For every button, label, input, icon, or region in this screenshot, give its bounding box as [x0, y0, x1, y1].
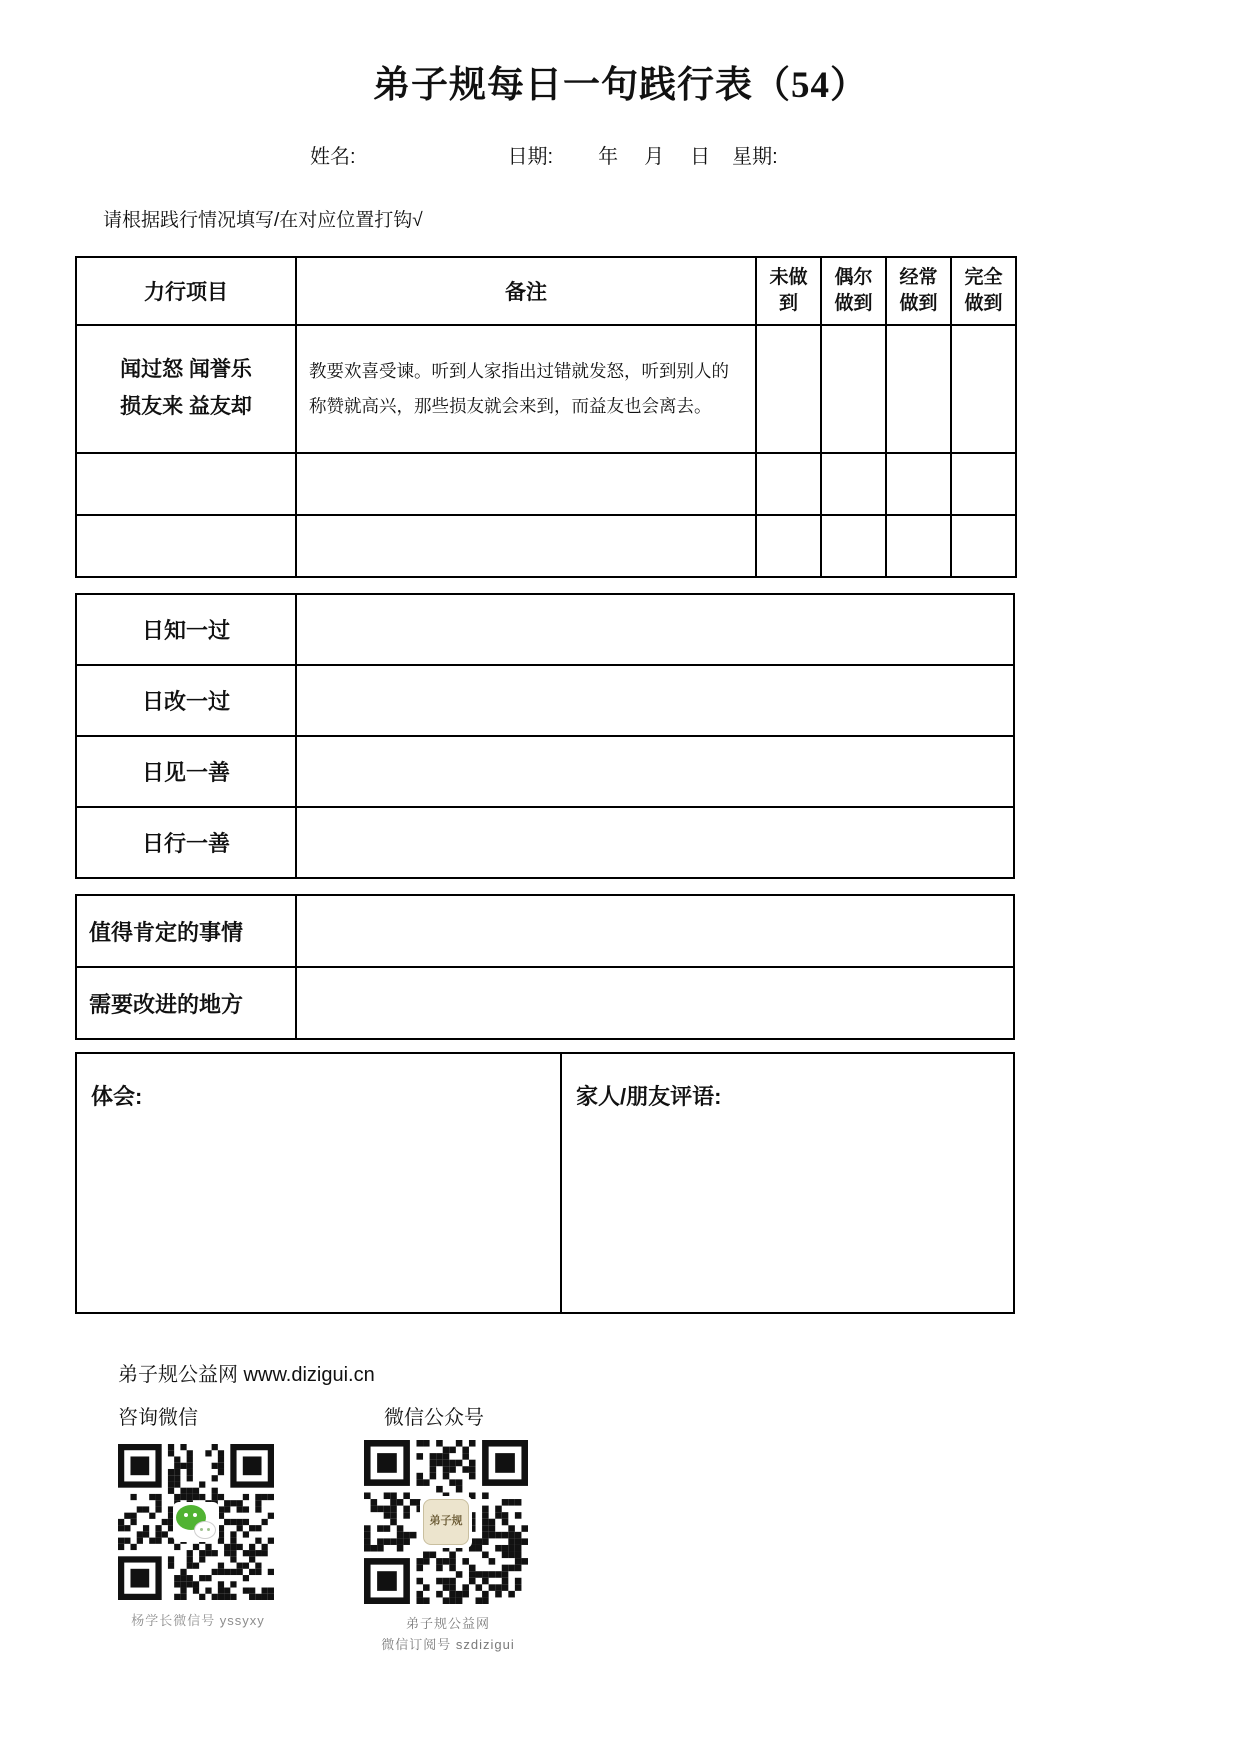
header-level-3 [886, 257, 951, 325]
daily-value-blank[interactable] [296, 594, 1014, 665]
official-account-qr-code [364, 1440, 528, 1604]
practice-row-3 [76, 515, 1016, 577]
dizigui-logo-text: 弟子规 [423, 1499, 469, 1545]
daily-value-blank[interactable] [296, 807, 1014, 878]
check-cell-often[interactable] [886, 453, 951, 515]
official-account-title: 微信公众号 [384, 1407, 484, 1429]
official-account-caption-line2: 微信订阅号 szdizigui [381, 1636, 515, 1652]
check-cell-fully[interactable] [951, 325, 1016, 453]
practice-item[interactable] [76, 453, 296, 515]
reflection-label: 体会: [91, 1084, 143, 1109]
daily-label: 日知一过 [76, 594, 296, 665]
review-value-blank[interactable] [296, 967, 1014, 1039]
practice-item[interactable] [76, 515, 296, 577]
daily-label: 日见一善 [76, 736, 296, 807]
daily-row-know-fault [76, 594, 1014, 665]
daily-row-do-good [76, 807, 1014, 878]
practice-item [76, 325, 296, 453]
daily-row-see-good [76, 736, 1014, 807]
daily-value-blank[interactable] [296, 736, 1014, 807]
practice-header-row [76, 257, 1016, 325]
check-cell-not-done[interactable] [756, 515, 821, 577]
practice-remark: 教要欢喜受谏。听到人家指出过错就发怒，听到别人的称赞就高兴，那些损友就会来到，而益友也会离去。 [296, 325, 756, 453]
header-level-2-label: 偶尔做到 [834, 267, 873, 314]
header-item: 力行项目 [76, 257, 296, 325]
month-label: 月 [644, 146, 665, 168]
wechat-contact-block [118, 1401, 278, 1656]
daily-label: 日行一善 [76, 807, 296, 878]
header-level-1 [756, 257, 821, 325]
practice-item-line1: 闻过怒 闻誉乐 [120, 358, 252, 382]
instruction-text: 请根据践行情况填写/在对应位置打钩√ [103, 210, 423, 231]
wechat-icon [173, 1502, 219, 1542]
check-cell-sometimes[interactable] [821, 515, 886, 577]
review-table [75, 894, 1015, 1040]
name-label: 姓名: [310, 146, 356, 168]
official-account-caption [364, 1614, 532, 1656]
qr-spacer [278, 1401, 364, 1656]
check-cell-sometimes[interactable] [821, 453, 886, 515]
check-cell-fully[interactable] [951, 453, 1016, 515]
header-level-2 [821, 257, 886, 325]
practice-remark[interactable] [296, 453, 756, 515]
family-comment-area[interactable] [561, 1053, 1014, 1313]
weekday-label: 星期: [732, 146, 778, 168]
practice-row-2 [76, 453, 1016, 515]
site-link[interactable]: 弟子规公益网 www.dizigui.cn [118, 1364, 375, 1386]
meta-row [75, 140, 1166, 169]
header-level-3-label: 经常做到 [899, 267, 938, 314]
practice-item-line2: 损友来 益友却 [120, 395, 252, 418]
practice-row-1 [76, 325, 1016, 453]
check-cell-sometimes[interactable] [821, 325, 886, 453]
review-row-positive [76, 895, 1014, 967]
daily-table [75, 593, 1015, 879]
official-account-caption-line1: 弟子规公益网 [405, 1616, 490, 1631]
practice-table [75, 256, 1017, 578]
check-cell-fully[interactable] [951, 515, 1016, 577]
check-cell-often[interactable] [886, 515, 951, 577]
header-level-4-label: 完全做到 [964, 267, 1003, 314]
review-label: 需要改进的地方 [76, 967, 296, 1039]
comment-table [75, 1052, 1015, 1314]
reflection-area[interactable] [76, 1053, 561, 1313]
daily-row-fix-fault [76, 665, 1014, 736]
daily-label: 日改一过 [76, 665, 296, 736]
day-label: 日 [690, 146, 711, 168]
footer [75, 1358, 1166, 1656]
check-cell-not-done[interactable] [756, 453, 821, 515]
official-account-block [364, 1401, 532, 1656]
wechat-qr-code [118, 1444, 274, 1600]
wechat-qr-caption: 杨学长微信号 yssyxy [131, 1613, 265, 1628]
family-comment-label: 家人/朋友评语: [576, 1084, 722, 1109]
header-remark: 备注 [296, 257, 756, 325]
review-label: 值得肯定的事情 [76, 895, 296, 967]
practice-remark[interactable] [296, 515, 756, 577]
check-cell-not-done[interactable] [756, 325, 821, 453]
comment-row [76, 1053, 1014, 1313]
page-title: 弟子规每日一句践行表（54） [373, 65, 868, 106]
review-row-improve [76, 967, 1014, 1039]
year-label: 年 [598, 146, 619, 168]
date-label: 日期: [507, 146, 554, 168]
daily-value-blank[interactable] [296, 665, 1014, 736]
header-level-1-label: 未做到 [769, 267, 808, 314]
header-level-4 [951, 257, 1016, 325]
wechat-contact-title: 咨询微信 [118, 1407, 198, 1429]
check-cell-often[interactable] [886, 325, 951, 453]
review-value-blank[interactable] [296, 895, 1014, 967]
dizigui-logo [420, 1496, 472, 1548]
